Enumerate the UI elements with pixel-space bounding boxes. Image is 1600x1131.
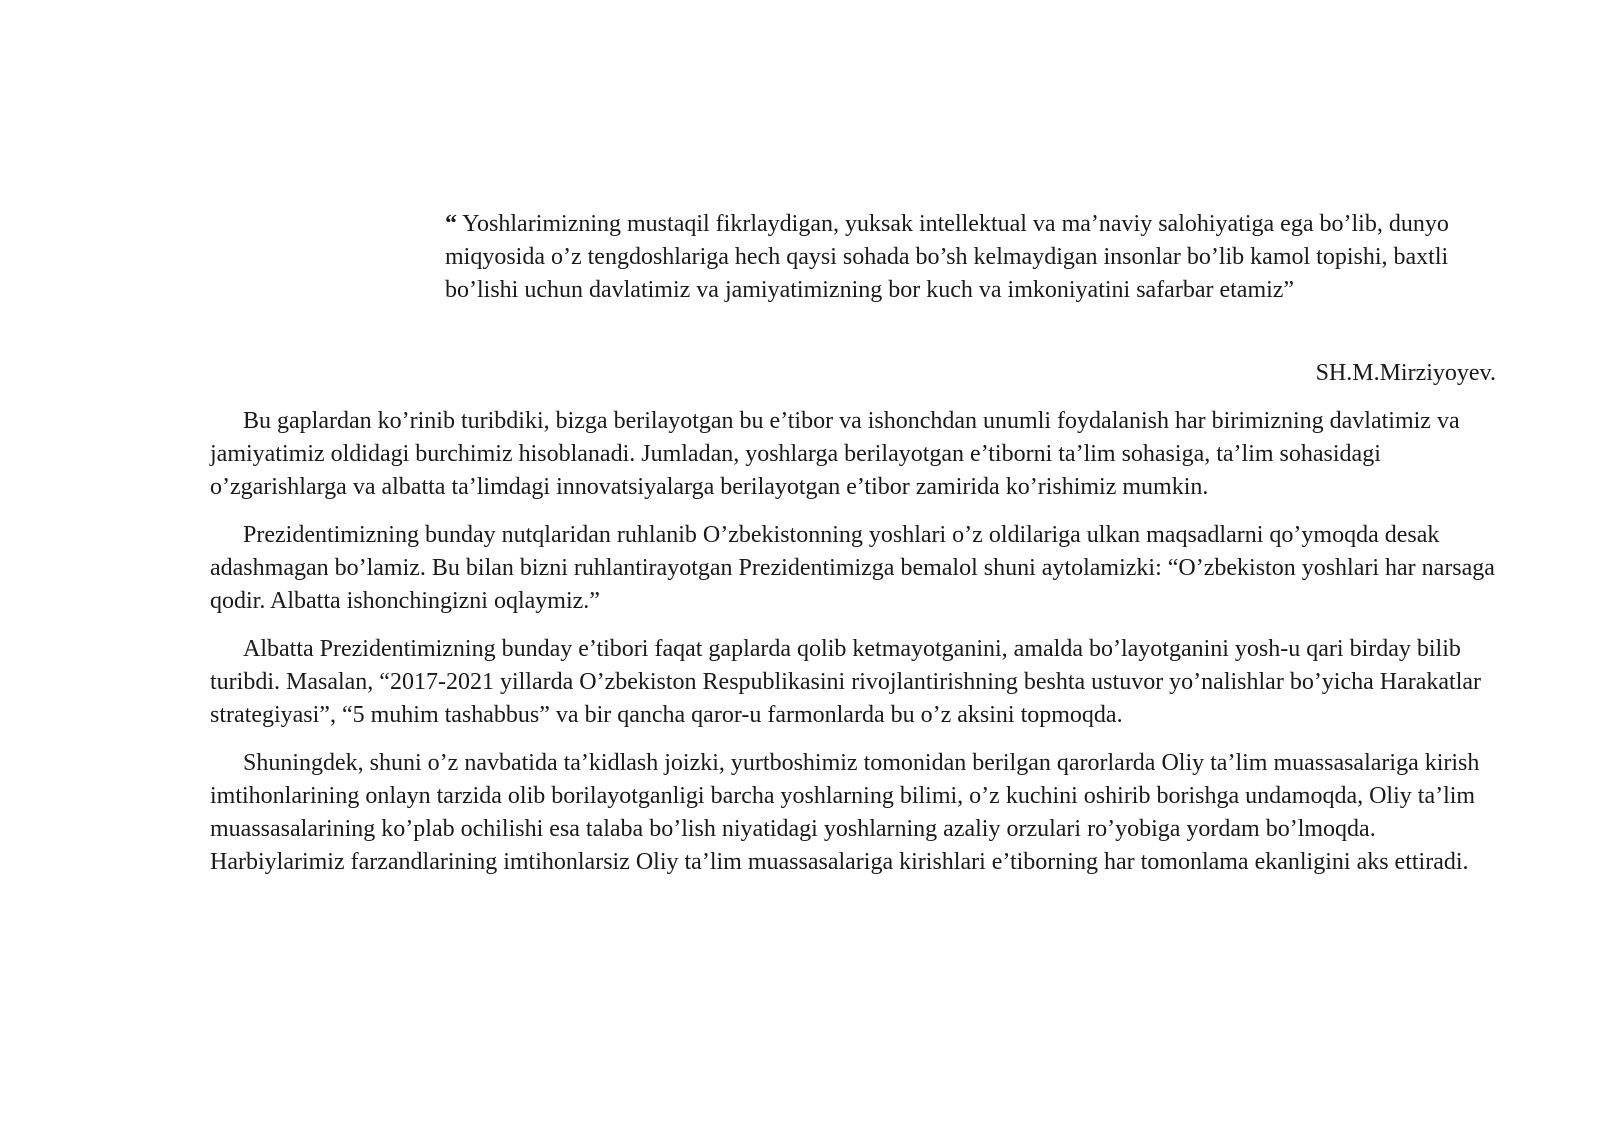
document-body [210, 405, 1500, 894]
epigraph-author: SH.M.Mirziyoyev. [1315, 360, 1496, 386]
body-paragraph-3: Albatta Prezidentimizning bunday e’tibori faqat gaplarda qolib ketmayotganini, amalda bo’layotganini yosh-u qari birday bilib turibdi. Masalan, “2017-2021 yillarda O’zbekiston Respublikasini rivojlantirishning beshta ustuvor yo’nalishlar bo’yicha Harakatlar strategiyasi”, “5 muhim tashabbus” va bir qancha qaror-u farmonlarda bu o’z aksini topmoqda. [210, 636, 1482, 728]
epigraph-open-quote: “ [445, 211, 457, 237]
epigraph-text: Yoshlarimizning mustaqil fikrlaydigan, yuksak intellektual va ma’naviy salohiyatiga ega bo’lib, dunyo miqyosida o’z tengdoshlariga hech qaysi sohada bo’sh kelmaydigan insonlar bo’lib kamol topishi, baxtli bo’lishi uchun davlatimiz va jamiyatimizning bor kuch va imkoniyatini safarbar etamiz” [445, 211, 1449, 303]
body-paragraph-4: Shuningdek, shuni o’z navbatida ta’kidlash joizki, yurtboshimiz tomonidan berilgan qarorlarda Oliy ta’lim muassasalariga kirish imtihonlarining onlayn tarzida olib borilayotganligi barcha yoshlarning bilimi, o’z kuchini oshirib borishga undamoqda, Oliy ta’lim muassasalarining ko’plab ochilishi esa talaba bo’lish niyatidagi yoshlarning azaliy orzulari ro’yobiga yordam bo’lmoqda. Harbiylarimiz farzandlarining imtihonlarsiz Oliy ta’lim muassasalariga kirishlari e’tiborning har tomonlama ekanligini aks ettiradi. [210, 750, 1480, 875]
epigraph-quote [445, 208, 1495, 307]
body-paragraph-2: Prezidentimizning bunday nutqlaridan ruhlanib O’zbekistonning yoshlari o’z oldilariga ulkan maqsadlarni qo’ymoqda desak adashmagan bo’lamiz. Bu bilan bizni ruhlantirayotgan Prezidentimizga bemalol shuni aytolamizki: “O’zbekiston yoshlari har narsaga qodir. Albatta ishonchingizni oqlaymiz.” [210, 522, 1495, 614]
body-paragraph-1: Bu gaplardan ko’rinib turibdiki, bizga berilayotgan bu e’tibor va ishonchdan unumli foydalanish har birimizning davlatimiz va jamiyatimiz oldidagi burchimiz hisoblanadi. Jumladan, yoshlarga berilayotgan e’tiborni ta’lim sohasiga, ta’lim sohasidagi o’zgarishlarga va albatta ta’limdagi innovatsiyalarga berilayotgan e’tibor zamirida ko’rishimiz mumkin. [210, 408, 1460, 500]
